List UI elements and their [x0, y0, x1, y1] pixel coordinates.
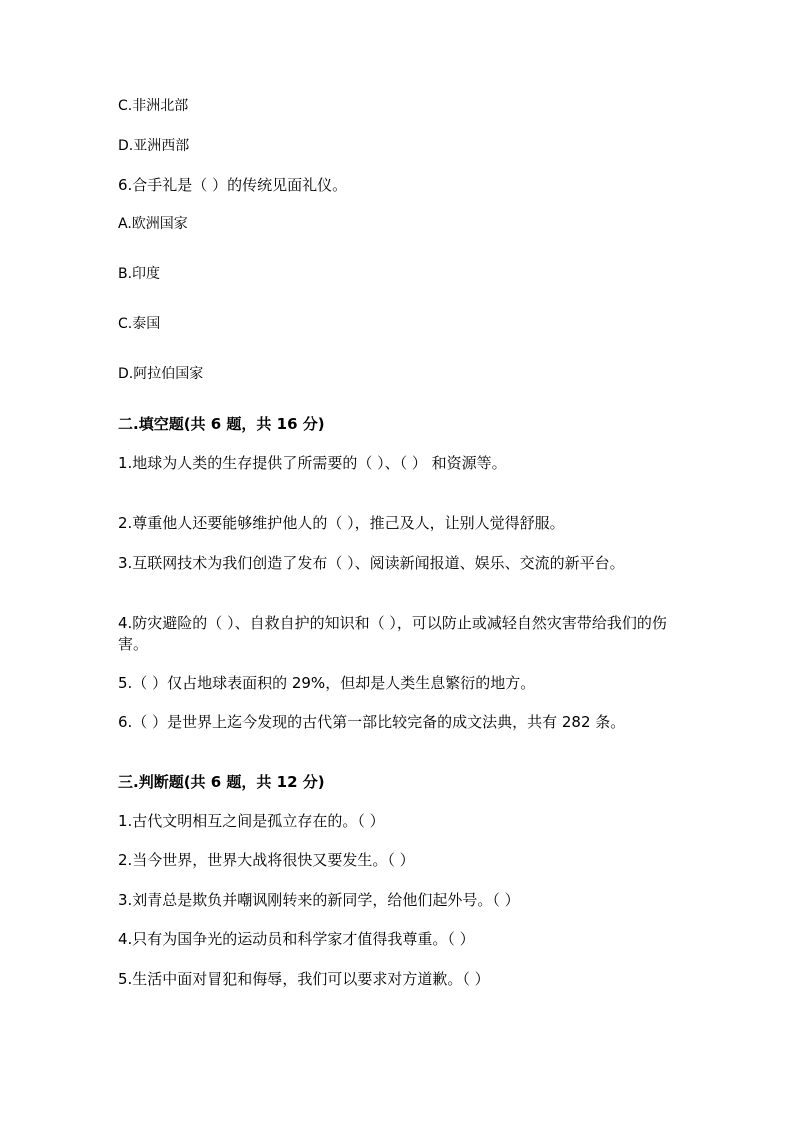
fill-blank-6: 6.（ ）是世界上迄今发现的古代第一部比较完备的成文法典，共有 282 条。	[118, 713, 626, 731]
true-false-4: 4.只有为国争光的运动员和科学家才值得我尊重。（ ）	[118, 930, 475, 948]
fill-blank-2: 2.尊重他人还要能够维护他人的（ ），推己及人，让别人觉得舒服。	[118, 514, 565, 532]
true-false-2: 2.当今世界，世界大战将很快又要发生。（ ）	[118, 851, 415, 869]
fill-blank-4: 4.防灾避险的（ ）、自救自护的知识和（ ），可以防止或减轻自然灾害带给我们的伤害。	[118, 614, 667, 653]
q6-option-c: C.泰国	[118, 316, 161, 332]
q6-option-a: A.欧洲国家	[118, 216, 188, 232]
q6-stem: 6.合手礼是（ ）的传统见面礼仪。	[118, 176, 348, 194]
section3-heading: 三.判断题(共 6 题，共 12 分)	[118, 773, 325, 791]
section2-heading: 二.填空题(共 6 题，共 16 分)	[118, 415, 325, 433]
fill-blank-5: 5.（ ）仅占地球表面积的 29%，但却是人类生息繁衍的地方。	[118, 674, 536, 692]
true-false-3: 3.刘青总是欺负并嘲讽刚转来的新同学，给他们起外号。（ ）	[118, 891, 520, 909]
true-false-1: 1.古代文明相互之间是孤立存在的。（ ）	[118, 812, 385, 830]
true-false-5: 5.生活中面对冒犯和侮辱，我们可以要求对方道歉。（ ）	[118, 970, 490, 988]
q6-option-d: D.阿拉伯国家	[118, 366, 204, 382]
q5-option-c: C.非洲北部	[118, 98, 189, 114]
fill-blank-1: 1.地球为人类的生存提供了所需要的（ ）、（ ） 和资源等。	[118, 454, 507, 472]
fill-blank-3: 3.互联网技术为我们创造了发布（ ）、阅读新闻报道、娱乐、交流的新平台。	[118, 554, 625, 572]
q5-option-d: D.亚洲西部	[118, 138, 190, 154]
q6-option-b: B.印度	[118, 266, 161, 282]
